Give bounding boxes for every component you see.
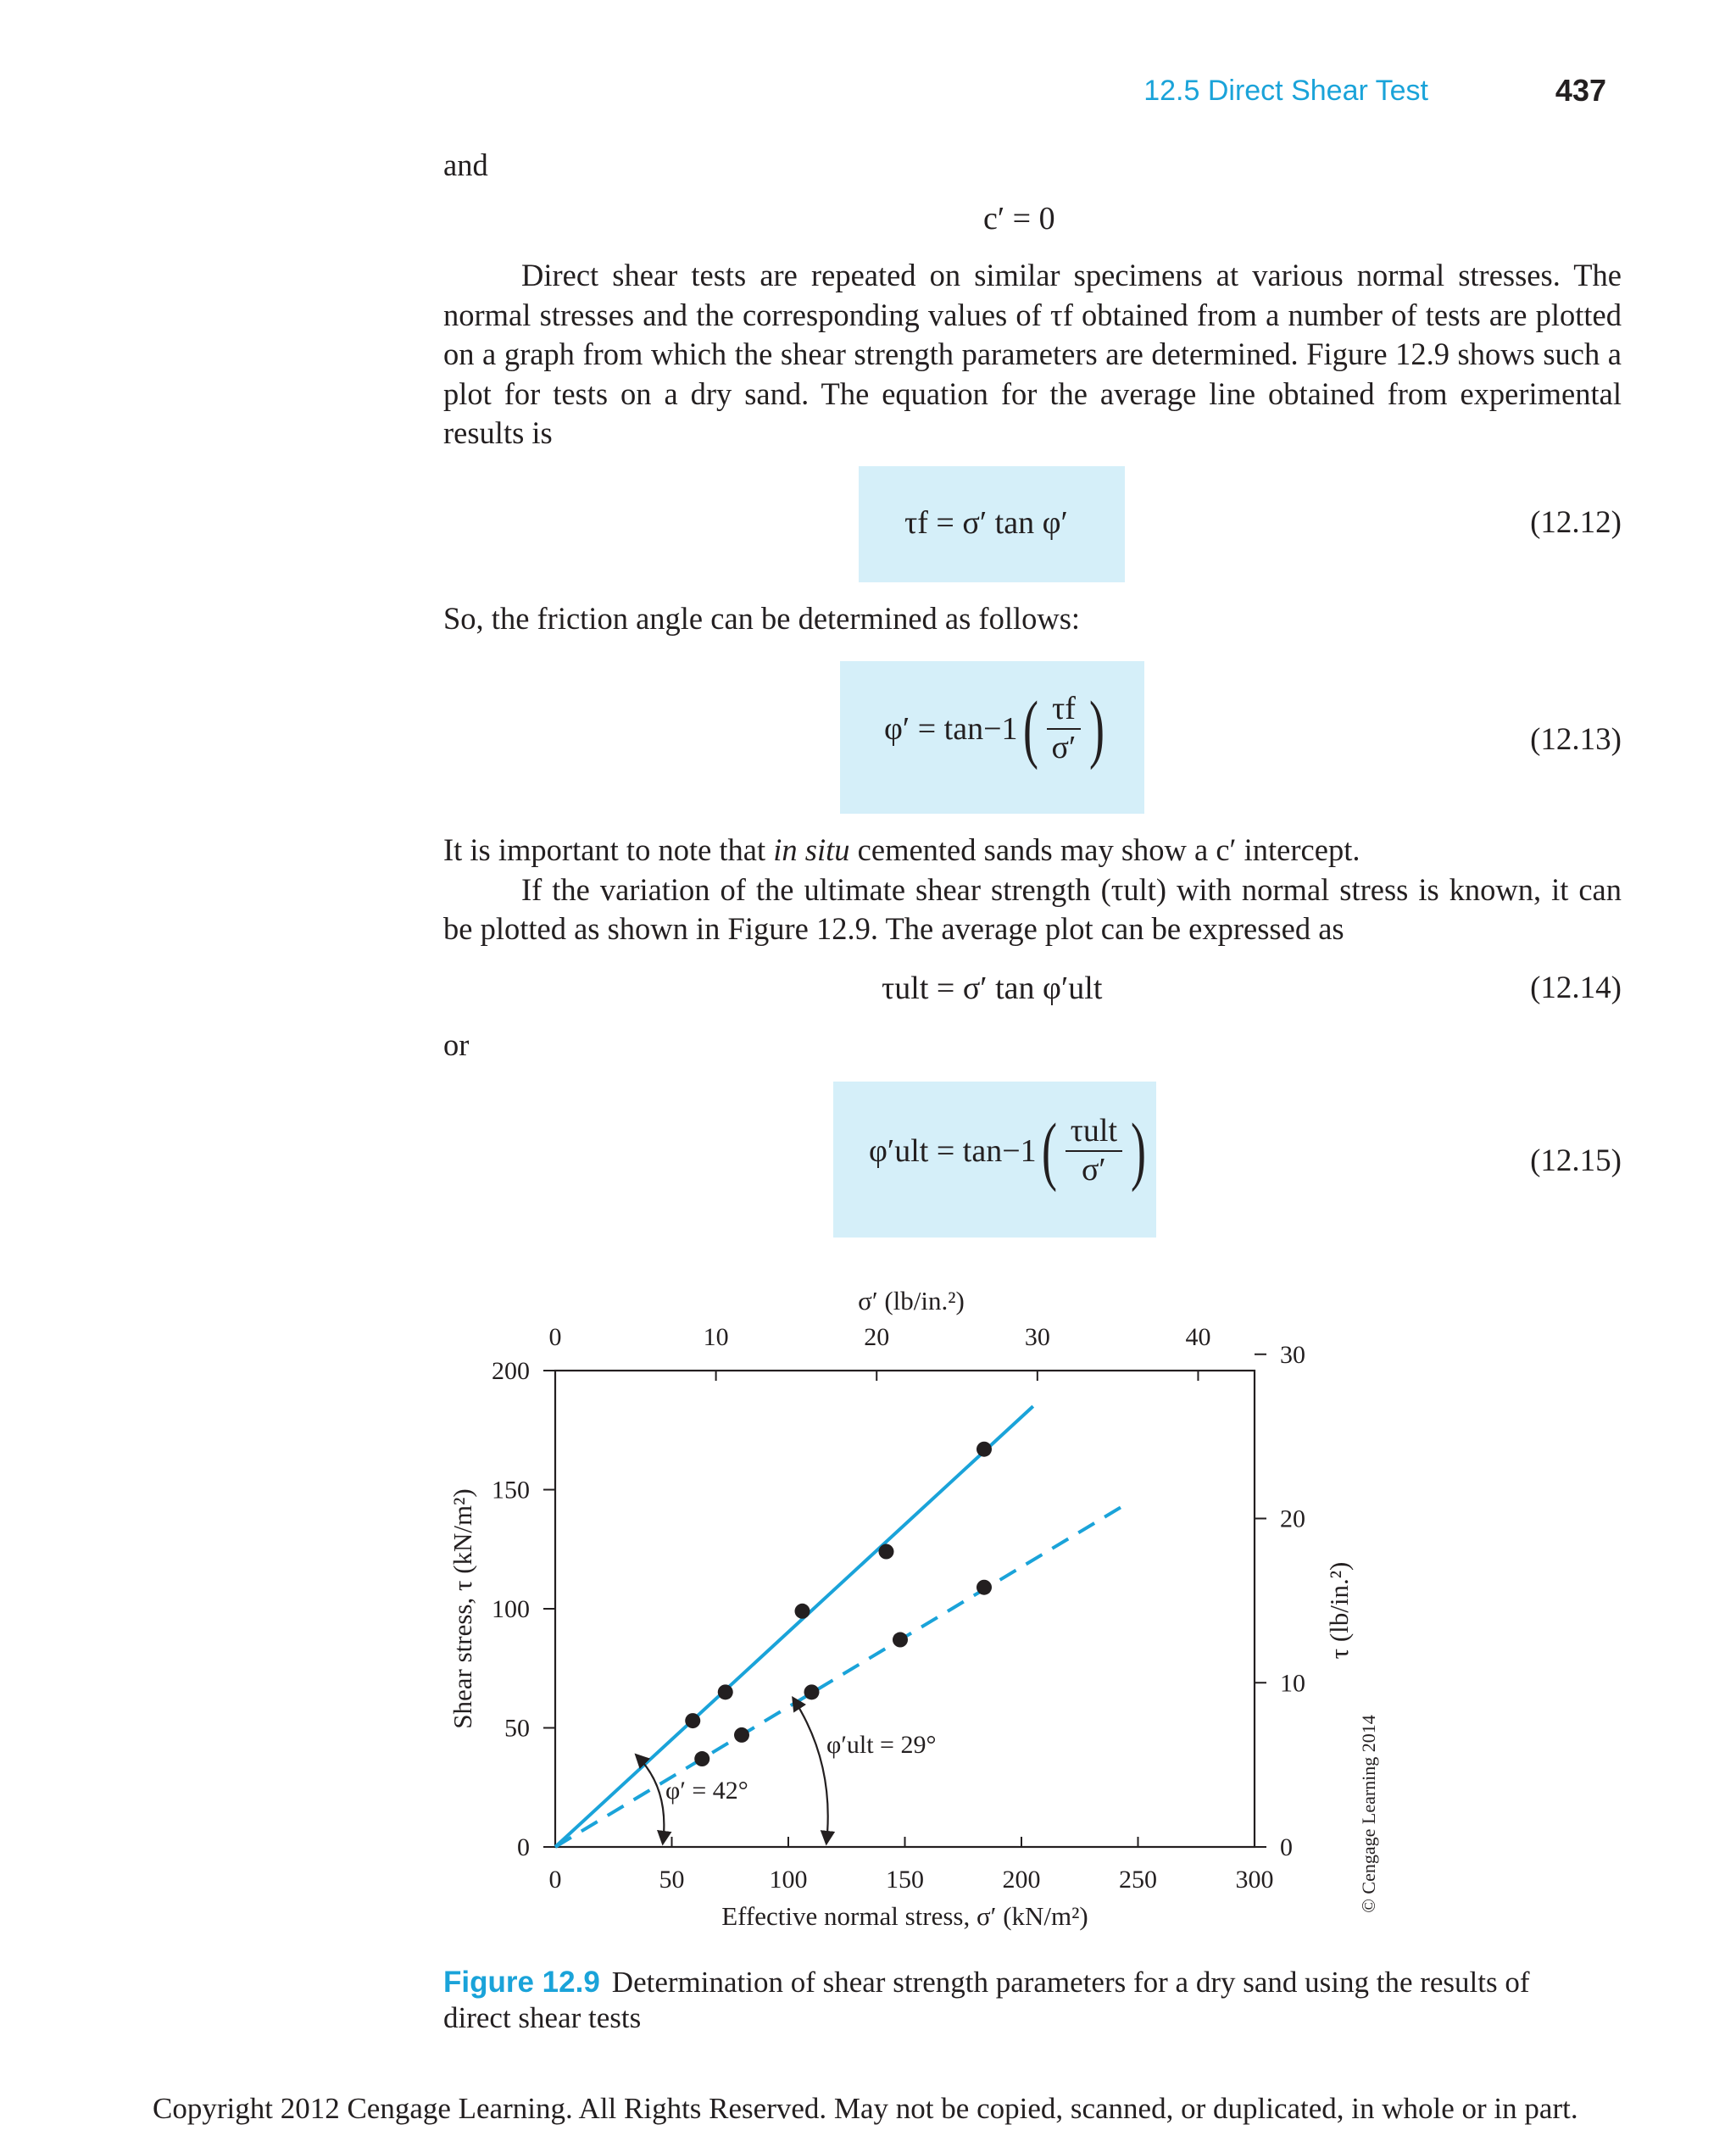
paragraph-friction-angle: So, the friction angle can be determined as follows: [443, 601, 1081, 636]
ultimate-strength-line [555, 1504, 1127, 1847]
caption-text: Determination of shear strength parameters for a dry sand using the results of direct shear tests [443, 1966, 1530, 2034]
peak-data-point [976, 1442, 992, 1457]
left-paren: ( [1041, 1109, 1057, 1193]
equation-12-14: τult = σ′ tan φ′ult [882, 971, 1103, 1006]
copyright-credit: © Cengage Learning 2014 [1358, 1715, 1379, 1913]
figure-label: Figure 12.9 [443, 1966, 600, 1999]
top-tick-label: 20 [864, 1323, 890, 1351]
x-tick-label: 0 [548, 1866, 562, 1894]
peak-data-point [685, 1713, 700, 1728]
page-number: 437 [1555, 73, 1606, 108]
y-tick-label: 200 [492, 1357, 530, 1385]
right-tick-label: 20 [1280, 1505, 1305, 1533]
right-paren: ) [1089, 687, 1105, 770]
paragraph-ultimate: If the variation of the ultimate shear strength (τult) with normal stress is known, it can be plotted as shown in Figure 12.9. The average plot can be expressed as [443, 871, 1622, 946]
right-axis-label: τ (lb/in.²) [1324, 1561, 1354, 1660]
equation-number-12-13: (12.13) [1530, 722, 1622, 757]
right-paren: ) [1131, 1109, 1147, 1193]
ultimate-data-point [694, 1751, 709, 1766]
x-tick-label: 150 [886, 1866, 924, 1894]
x-tick-label: 200 [1002, 1866, 1041, 1894]
y-axis-label: Shear stress, τ (kN/m²) [448, 1488, 477, 1729]
text-or: or [443, 1027, 470, 1062]
x-tick-label: 100 [769, 1866, 808, 1894]
text-and: and [443, 147, 488, 182]
fraction-denominator: σ′ [1081, 1152, 1106, 1188]
text-italic: in situ [773, 832, 850, 867]
y-tick-label: 0 [517, 1833, 530, 1861]
top-tick-label: 0 [548, 1323, 562, 1351]
ultimate-data-point [804, 1684, 820, 1699]
figure-caption [443, 1965, 1545, 2036]
x-tick-label: 300 [1235, 1866, 1274, 1894]
phi-ult-annotation: φ′ult = 29° [826, 1731, 937, 1759]
equation-number-12-15: (12.15) [1530, 1143, 1622, 1178]
fraction-denominator: σ′ [1051, 730, 1077, 765]
top-tick-label: 40 [1185, 1323, 1211, 1351]
peak-strength-line [555, 1406, 1033, 1847]
ultimate-data-point [976, 1580, 992, 1595]
paragraph-text: Direct shear tests are repeated on similar specimens at various normal stresses. The normal stresses and the corresponding values of τf obtained from a number of tests are plotted on a graph from which the shear strength parameters are determined. Figure 12.9 shows such a plot for tests on a dry sand. The equation for the average line obtained from experimental results is [443, 258, 1622, 450]
top-axis-label: σ′ (lb/in.²) [858, 1286, 965, 1315]
y-tick-label: 100 [492, 1595, 530, 1623]
x-tick-label: 250 [1119, 1866, 1157, 1894]
copyright-footer: Copyright 2012 Cengage Learning. All Rights Reserved. May not be copied, scanned, or duplicated, in whole or in part. [153, 2092, 1578, 2125]
phi-ult-angle-arc [793, 1699, 828, 1843]
right-tick-label: 0 [1280, 1833, 1293, 1861]
text-part-a: It is important to note that [443, 832, 774, 867]
running-header-section: 12.5 Direct Shear Test [1143, 75, 1428, 107]
x-tick-label: 50 [659, 1866, 685, 1894]
y-tick-label: 50 [504, 1714, 530, 1743]
fraction-numerator: τf [1047, 691, 1081, 730]
peak-data-point [795, 1604, 810, 1619]
equation-12-12: τf = σ′ tan φ′ [904, 505, 1068, 541]
top-tick-label: 10 [703, 1323, 729, 1351]
top-tick-label: 30 [1024, 1323, 1050, 1351]
phi-peak-annotation: φ′ = 42° [665, 1777, 748, 1805]
peak-data-point [879, 1544, 894, 1560]
equation-lhs: φ′ult = tan−1 [869, 1133, 1037, 1169]
right-tick-label: 30 [1280, 1340, 1305, 1369]
ultimate-data-point [893, 1632, 908, 1648]
ultimate-data-point [734, 1727, 749, 1743]
equation-lhs: φ′ = tan−1 [884, 711, 1018, 747]
text-part-b: cemented sands may show a c′ intercept. [849, 832, 1360, 867]
y-tick-label: 150 [492, 1476, 530, 1505]
equation-number-12-12: (12.12) [1530, 505, 1622, 540]
left-paren: ( [1022, 687, 1038, 770]
x-axis-label: Effective normal stress, σ′ (kN/m²) [721, 1901, 1088, 1931]
plot-frame [555, 1371, 1255, 1847]
equation-number-12-14: (12.14) [1530, 971, 1622, 1005]
peak-data-point [718, 1684, 733, 1699]
equation-c-zero: c′ = 0 [983, 201, 1055, 236]
right-tick-label: 10 [1280, 1669, 1305, 1698]
fraction-numerator: τult [1066, 1113, 1122, 1152]
